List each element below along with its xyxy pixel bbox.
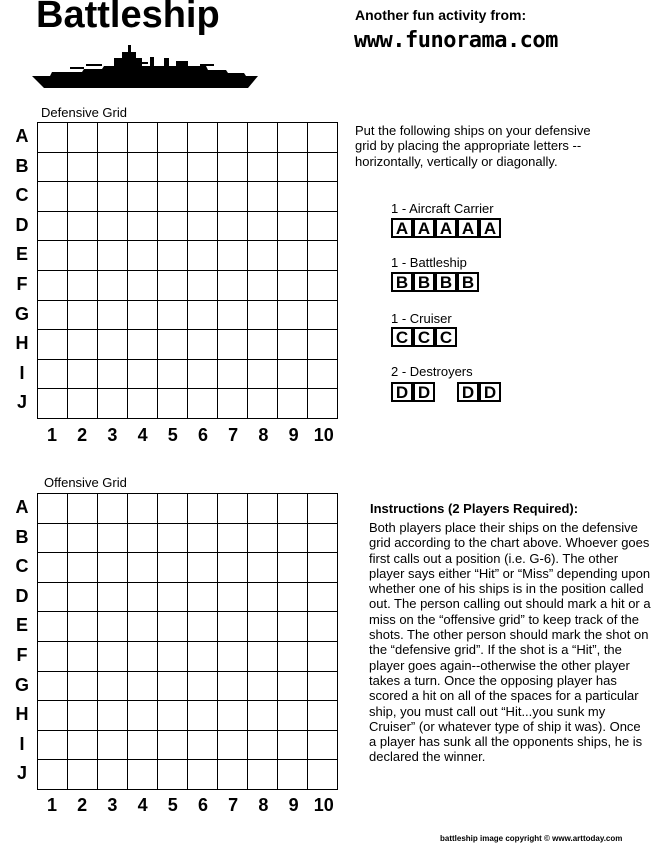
ship-name-aircraft-carrier: 1 - Aircraft Carrier	[391, 201, 494, 216]
ship-tile: A	[391, 218, 413, 238]
offensive-grid-cell[interactable]	[98, 524, 128, 554]
defensive-grid-cell[interactable]	[308, 212, 338, 242]
defensive-grid-cell[interactable]	[98, 182, 128, 212]
defensive-grid-cell[interactable]	[98, 360, 128, 390]
defensive-row-label: C	[15, 185, 29, 206]
defensive-grid-cell[interactable]	[188, 360, 218, 390]
offensive-grid-cell[interactable]	[158, 731, 188, 761]
defensive-grid-cell[interactable]	[248, 389, 278, 419]
offensive-grid-cell[interactable]	[218, 583, 248, 613]
offensive-grid-cell[interactable]	[188, 553, 218, 583]
page-title: Battleship	[36, 0, 220, 36]
defensive-grid-cell[interactable]	[278, 241, 308, 271]
defensive-row-label: G	[14, 303, 29, 324]
offensive-grid-cell[interactable]	[248, 583, 278, 613]
ship-tile: A	[413, 218, 435, 238]
offensive-grid-cell[interactable]	[188, 760, 218, 790]
defensive-grid-cell[interactable]	[248, 301, 278, 331]
offensive-grid-cell[interactable]	[278, 672, 308, 702]
defensive-column-label: 2	[77, 425, 88, 445]
offensive-grid-cell[interactable]	[158, 524, 188, 554]
offensive-grid-cell[interactable]	[128, 612, 158, 642]
offensive-row-label: G	[14, 674, 29, 695]
offensive-grid-cell[interactable]	[188, 672, 218, 702]
defensive-grid-cell[interactable]	[188, 389, 218, 419]
offensive-grid-cell[interactable]	[188, 731, 218, 761]
offensive-grid-cell[interactable]	[188, 701, 218, 731]
defensive-grid-cell[interactable]	[38, 182, 68, 212]
defensive-grid-cell[interactable]	[98, 330, 128, 360]
ship-name-destroyers: 2 - Destroyers	[391, 364, 473, 379]
offensive-grid-cell[interactable]	[128, 494, 158, 524]
offensive-row-label: F	[16, 645, 28, 665]
offensive-grid-cell[interactable]	[158, 701, 188, 731]
defensive-grid-cell[interactable]	[188, 241, 218, 271]
offensive-grid-cell[interactable]	[278, 642, 308, 672]
defensive-grid-cell[interactable]	[38, 241, 68, 271]
offensive-grid-cell[interactable]	[218, 494, 248, 524]
defensive-row-label: D	[15, 214, 29, 235]
offensive-column-label: 7	[228, 795, 239, 815]
defensive-grid-cell[interactable]	[248, 212, 278, 242]
offensive-grid-cell[interactable]	[218, 524, 248, 554]
offensive-row-label: A	[15, 497, 29, 517]
defensive-grid-cell[interactable]	[98, 271, 128, 301]
cruiser-tiles	[391, 327, 458, 347]
defensive-grid-cell[interactable]	[188, 182, 218, 212]
offensive-grid-cell[interactable]	[248, 524, 278, 554]
defensive-grid-cell[interactable]	[218, 330, 248, 360]
ship-tile: D	[479, 382, 501, 402]
offensive-column-label: 2	[77, 795, 88, 815]
offensive-row-label: B	[15, 526, 29, 547]
defensive-grid-cell[interactable]	[308, 360, 338, 390]
defensive-grid-cell[interactable]	[308, 153, 338, 183]
offensive-grid-cell[interactable]	[308, 672, 338, 702]
defensive-grid-cell[interactable]	[188, 330, 218, 360]
defensive-row-label: I	[19, 362, 25, 383]
offensive-grid-cell[interactable]	[98, 612, 128, 642]
offensive-grid-cell[interactable]	[308, 583, 338, 613]
offensive-row-label: C	[15, 556, 29, 577]
ship-tile: C	[391, 327, 413, 347]
ship-tile: C	[413, 327, 435, 347]
defensive-grid-cell[interactable]	[278, 330, 308, 360]
defensive-column-label: 9	[288, 425, 299, 445]
defensive-row-label: A	[15, 126, 29, 146]
defensive-grid-cell[interactable]	[68, 330, 98, 360]
defensive-grid-cell[interactable]	[248, 360, 278, 390]
offensive-row-label: D	[15, 585, 29, 606]
offensive-grid-cell[interactable]	[38, 731, 68, 761]
image-credit: battleship image copyright © www.arttoday.com	[440, 834, 623, 843]
offensive-grid-cell[interactable]	[308, 701, 338, 731]
defensive-grid-cell[interactable]	[98, 123, 128, 153]
defensive-grid-cell[interactable]	[128, 182, 158, 212]
offensive-grid-cell[interactable]	[308, 612, 338, 642]
offensive-grid-cell[interactable]	[38, 524, 68, 554]
defensive-grid-cell[interactable]	[218, 182, 248, 212]
defensive-grid-cell[interactable]	[218, 301, 248, 331]
offensive-grid-cell[interactable]	[218, 642, 248, 672]
offensive-grid-cell[interactable]	[188, 494, 218, 524]
defensive-column-label: 6	[197, 425, 208, 445]
offensive-grid-label: Offensive Grid	[44, 475, 127, 490]
defensive-grid-cell[interactable]	[158, 123, 188, 153]
defensive-grid-cell[interactable]	[308, 123, 338, 153]
offensive-grid-cell[interactable]	[38, 701, 68, 731]
offensive-grid-cell[interactable]	[278, 701, 308, 731]
battleship-silhouette-icon	[30, 42, 260, 90]
instructions-body: Both players place their ships on the defensive grid according to the chart above. Whoever goes first calls out a position (i.e. G-6). The other player says either “Hit” or “Miss” depending upon whether one of his ships is in the position called out. The person calling out should mark a hit or a miss on the “offensive grid” to keep track of the shots. The other person should mark the shot on the “defensive grid”. If the shot is a “Hit”, the player goes again--otherwise the other player takes a turn. Once the opposing player has scored a hit on all of the spaces for a particular ship, you must call out “Hit...you sunk my Cruiser” (or whatever type of ship it was). Once a player has sunk all the opponents ships, he is declared the winner.	[369, 520, 651, 765]
instructions-title: Instructions (2 Players Required):	[370, 501, 579, 516]
defensive-row-label: E	[15, 244, 28, 265]
offensive-grid-cell[interactable]	[278, 612, 308, 642]
defensive-grid-cell[interactable]	[218, 241, 248, 271]
offensive-grid-cell[interactable]	[278, 583, 308, 613]
defensive-grid-cell[interactable]	[38, 212, 68, 242]
offensive-grid-cell[interactable]	[248, 494, 278, 524]
offensive-grid-cell[interactable]	[248, 701, 278, 731]
offensive-grid-cell[interactable]	[218, 760, 248, 790]
offensive-grid-cell[interactable]	[308, 494, 338, 524]
defensive-grid-cell[interactable]	[248, 241, 278, 271]
offensive-grid-cell[interactable]	[128, 524, 158, 554]
offensive-column-label: 4	[137, 795, 148, 815]
ship-tile: D	[457, 382, 479, 402]
offensive-grid-cell[interactable]	[98, 642, 128, 672]
offensive-row-label: H	[15, 704, 29, 725]
defensive-grid-cell[interactable]	[308, 241, 338, 271]
offensive-grid-cell[interactable]	[68, 701, 98, 731]
defensive-grid-cell[interactable]	[308, 330, 338, 360]
defensive-grid-cell[interactable]	[188, 153, 218, 183]
defensive-row-label: H	[15, 333, 29, 354]
offensive-grid-cell[interactable]	[98, 553, 128, 583]
tagline: Another fun activity from:	[355, 7, 527, 23]
offensive-grid-cell[interactable]	[128, 642, 158, 672]
defensive-grid-cell[interactable]	[248, 182, 278, 212]
offensive-grid-cell[interactable]	[98, 701, 128, 731]
defensive-grid-cell[interactable]	[158, 212, 188, 242]
offensive-grid-cell[interactable]	[218, 731, 248, 761]
offensive-column-label: 9	[288, 795, 299, 815]
defensive-column-label: 8	[258, 425, 269, 445]
offensive-grid-cell[interactable]	[278, 494, 308, 524]
offensive-grid-cell[interactable]	[98, 494, 128, 524]
defensive-grid-cell[interactable]	[98, 241, 128, 271]
defensive-grid-cell[interactable]	[98, 153, 128, 183]
offensive-column-label: 10	[313, 795, 334, 815]
defensive-grid-cell[interactable]	[128, 301, 158, 331]
defensive-grid-cell[interactable]	[308, 389, 338, 419]
defensive-grid-cell[interactable]	[158, 241, 188, 271]
defensive-grid-cell[interactable]	[218, 360, 248, 390]
offensive-column-label: 1	[46, 795, 57, 815]
offensive-grid-cell[interactable]	[38, 642, 68, 672]
offensive-grid-cell[interactable]	[38, 494, 68, 524]
defensive-grid-cell[interactable]	[218, 389, 248, 419]
defensive-grid-cell[interactable]	[188, 212, 218, 242]
ship-tile: D	[391, 382, 413, 402]
offensive-grid-cell[interactable]	[158, 553, 188, 583]
defensive-column-label: 4	[137, 425, 148, 445]
defensive-grid-cell[interactable]	[68, 241, 98, 271]
offensive-grid[interactable]	[37, 493, 338, 790]
defensive-grid-cell[interactable]	[308, 301, 338, 331]
offensive-grid-cell[interactable]	[248, 672, 278, 702]
offensive-grid-cell[interactable]	[218, 612, 248, 642]
defensive-column-label: 5	[167, 425, 178, 445]
offensive-grid-cell[interactable]	[218, 701, 248, 731]
defensive-grid-cell[interactable]	[98, 389, 128, 419]
offensive-grid-cell[interactable]	[128, 701, 158, 731]
defensive-grid-cell[interactable]	[68, 153, 98, 183]
defensive-grid-cell[interactable]	[128, 360, 158, 390]
defensive-grid-cell[interactable]	[68, 271, 98, 301]
defensive-grid-cell[interactable]	[68, 301, 98, 331]
ship-tile: B	[391, 272, 413, 292]
defensive-grid-cell[interactable]	[128, 123, 158, 153]
defensive-grid-cell[interactable]	[38, 360, 68, 390]
battleship-tiles	[391, 272, 480, 292]
offensive-grid-cell[interactable]	[98, 672, 128, 702]
destroyer-tiles-2	[457, 382, 502, 402]
defensive-column-label: 10	[313, 425, 334, 445]
defensive-grid-cell[interactable]	[278, 360, 308, 390]
offensive-column-label: 6	[197, 795, 208, 815]
offensive-grid-cell[interactable]	[128, 731, 158, 761]
defensive-grid-cell[interactable]	[128, 271, 158, 301]
defensive-grid-cell[interactable]	[278, 153, 308, 183]
defensive-grid-cell[interactable]	[128, 241, 158, 271]
offensive-grid-cell[interactable]	[308, 642, 338, 672]
defensive-grid-cell[interactable]	[68, 212, 98, 242]
defensive-grid-cell[interactable]	[128, 389, 158, 419]
defensive-grid-cell[interactable]	[128, 330, 158, 360]
defensive-column-label: 1	[46, 425, 57, 445]
offensive-grid-cell[interactable]	[68, 524, 98, 554]
defensive-grid-cell[interactable]	[68, 389, 98, 419]
defensive-column-label: 7	[228, 425, 239, 445]
offensive-grid-cell[interactable]	[38, 672, 68, 702]
defensive-grid-cell[interactable]	[278, 301, 308, 331]
defensive-grid-cell[interactable]	[278, 123, 308, 153]
defensive-grid-cell[interactable]	[158, 271, 188, 301]
ship-tile: A	[479, 218, 501, 238]
offensive-grid-cell[interactable]	[188, 583, 218, 613]
offensive-grid-cell[interactable]	[68, 642, 98, 672]
ship-tile: B	[413, 272, 435, 292]
defensive-grid-cell[interactable]	[38, 271, 68, 301]
offensive-grid-cell[interactable]	[308, 731, 338, 761]
defensive-grid-cell[interactable]	[188, 123, 218, 153]
ship-name-battleship: 1 - Battleship	[391, 255, 467, 270]
defensive-grid-cell[interactable]	[218, 153, 248, 183]
offensive-grid-cell[interactable]	[248, 642, 278, 672]
offensive-grid-cell[interactable]	[278, 731, 308, 761]
defensive-grid-cell[interactable]	[278, 271, 308, 301]
website-link[interactable]: www.funorama.com	[354, 28, 558, 53]
defensive-grid[interactable]	[37, 122, 338, 419]
defensive-grid-cell[interactable]	[248, 271, 278, 301]
defensive-grid-cell[interactable]	[308, 271, 338, 301]
defensive-grid-cell[interactable]	[218, 212, 248, 242]
offensive-grid-cell[interactable]	[68, 760, 98, 790]
defensive-grid-cell[interactable]	[248, 330, 278, 360]
offensive-column-label: 8	[258, 795, 269, 815]
offensive-grid-cell[interactable]	[248, 612, 278, 642]
offensive-grid-cell[interactable]	[98, 760, 128, 790]
defensive-grid-cell[interactable]	[38, 153, 68, 183]
ship-tile: A	[435, 218, 457, 238]
defensive-grid-cell[interactable]	[218, 123, 248, 153]
offensive-grid-cell[interactable]	[158, 494, 188, 524]
defensive-row-label: B	[15, 155, 29, 176]
defensive-grid-cell[interactable]	[158, 360, 188, 390]
defensive-grid-cell[interactable]	[188, 271, 218, 301]
offensive-grid-cell[interactable]	[188, 524, 218, 554]
defensive-grid-cell[interactable]	[218, 271, 248, 301]
offensive-grid-cell[interactable]	[248, 760, 278, 790]
offensive-grid-cell[interactable]	[128, 760, 158, 790]
defensive-grid-cell[interactable]	[158, 330, 188, 360]
offensive-grid-cell[interactable]	[68, 672, 98, 702]
defensive-grid-cell[interactable]	[68, 123, 98, 153]
offensive-grid-cell[interactable]	[308, 553, 338, 583]
offensive-grid-cell[interactable]	[278, 524, 308, 554]
offensive-column-label: 3	[107, 795, 118, 815]
offensive-grid-cell[interactable]	[248, 731, 278, 761]
offensive-grid-cell[interactable]	[38, 553, 68, 583]
offensive-grid-cell[interactable]	[308, 524, 338, 554]
offensive-grid-cell[interactable]	[188, 612, 218, 642]
offensive-grid-cell[interactable]	[68, 612, 98, 642]
offensive-grid-cell[interactable]	[68, 583, 98, 613]
offensive-row-label: E	[15, 615, 28, 636]
defensive-column-label: 3	[107, 425, 118, 445]
offensive-grid-cell[interactable]	[158, 672, 188, 702]
offensive-grid-cell[interactable]	[278, 553, 308, 583]
ship-tile: B	[435, 272, 457, 292]
offensive-grid-cell[interactable]	[158, 612, 188, 642]
destroyer-tiles-1	[391, 382, 436, 402]
offensive-grid-cell[interactable]	[158, 642, 188, 672]
offensive-grid-cell[interactable]	[68, 731, 98, 761]
defensive-grid-cell[interactable]	[128, 212, 158, 242]
offensive-grid-cell[interactable]	[38, 760, 68, 790]
defensive-grid-cell[interactable]	[248, 123, 278, 153]
ship-tile: B	[457, 272, 479, 292]
defensive-row-label: J	[16, 392, 27, 413]
offensive-grid-cell[interactable]	[68, 494, 98, 524]
defensive-grid-cell[interactable]	[128, 153, 158, 183]
defensive-grid-cell[interactable]	[68, 360, 98, 390]
offensive-grid-cell[interactable]	[158, 760, 188, 790]
aircraft-carrier-tiles	[391, 218, 502, 238]
defensive-grid-cell[interactable]	[278, 389, 308, 419]
offensive-row-label: I	[19, 733, 25, 754]
defensive-grid-cell[interactable]	[278, 182, 308, 212]
defensive-grid-label: Defensive Grid	[41, 105, 127, 120]
ship-tile: D	[413, 382, 435, 402]
offensive-row-label: J	[16, 763, 27, 784]
offensive-grid-cell[interactable]	[128, 672, 158, 702]
defensive-grid-cell[interactable]	[248, 153, 278, 183]
offensive-grid-cell[interactable]	[218, 672, 248, 702]
defensive-grid-cell[interactable]	[308, 182, 338, 212]
ship-tile: A	[457, 218, 479, 238]
defensive-grid-cell[interactable]	[158, 182, 188, 212]
offensive-grid-cell[interactable]	[158, 583, 188, 613]
defensive-grid-cell[interactable]	[158, 153, 188, 183]
offensive-grid-cell[interactable]	[188, 642, 218, 672]
defensive-grid-cell[interactable]	[68, 182, 98, 212]
defensive-grid-cell[interactable]	[98, 212, 128, 242]
defensive-row-label: F	[16, 274, 28, 294]
defensive-grid-cell[interactable]	[158, 389, 188, 419]
offensive-grid-cell[interactable]	[128, 583, 158, 613]
defensive-grid-cell[interactable]	[158, 301, 188, 331]
offensive-column-label: 5	[167, 795, 178, 815]
defensive-grid-cell[interactable]	[38, 389, 68, 419]
ship-tile: C	[435, 327, 457, 347]
defensive-grid-cell[interactable]	[278, 212, 308, 242]
ship-name-cruiser: 1 - Cruiser	[391, 311, 452, 326]
offensive-grid-cell[interactable]	[38, 583, 68, 613]
defensive-grid-cell[interactable]	[188, 301, 218, 331]
offensive-grid-cell[interactable]	[218, 553, 248, 583]
offensive-grid-cell[interactable]	[308, 760, 338, 790]
placement-instructions: Put the following ships on your defensive grid by placing the appropriate letters -- horizontally, vertically or diagonally.	[355, 123, 591, 169]
defensive-grid-cell[interactable]	[38, 330, 68, 360]
defensive-grid-cell[interactable]	[98, 301, 128, 331]
offensive-grid-cell[interactable]	[98, 583, 128, 613]
offensive-grid-cell[interactable]	[248, 553, 278, 583]
offensive-grid-cell[interactable]	[278, 760, 308, 790]
offensive-grid-cell[interactable]	[98, 731, 128, 761]
offensive-grid-cell[interactable]	[68, 553, 98, 583]
defensive-grid-cell[interactable]	[38, 123, 68, 153]
offensive-grid-cell[interactable]	[38, 612, 68, 642]
offensive-grid-cell[interactable]	[128, 553, 158, 583]
defensive-grid-cell[interactable]	[38, 301, 68, 331]
